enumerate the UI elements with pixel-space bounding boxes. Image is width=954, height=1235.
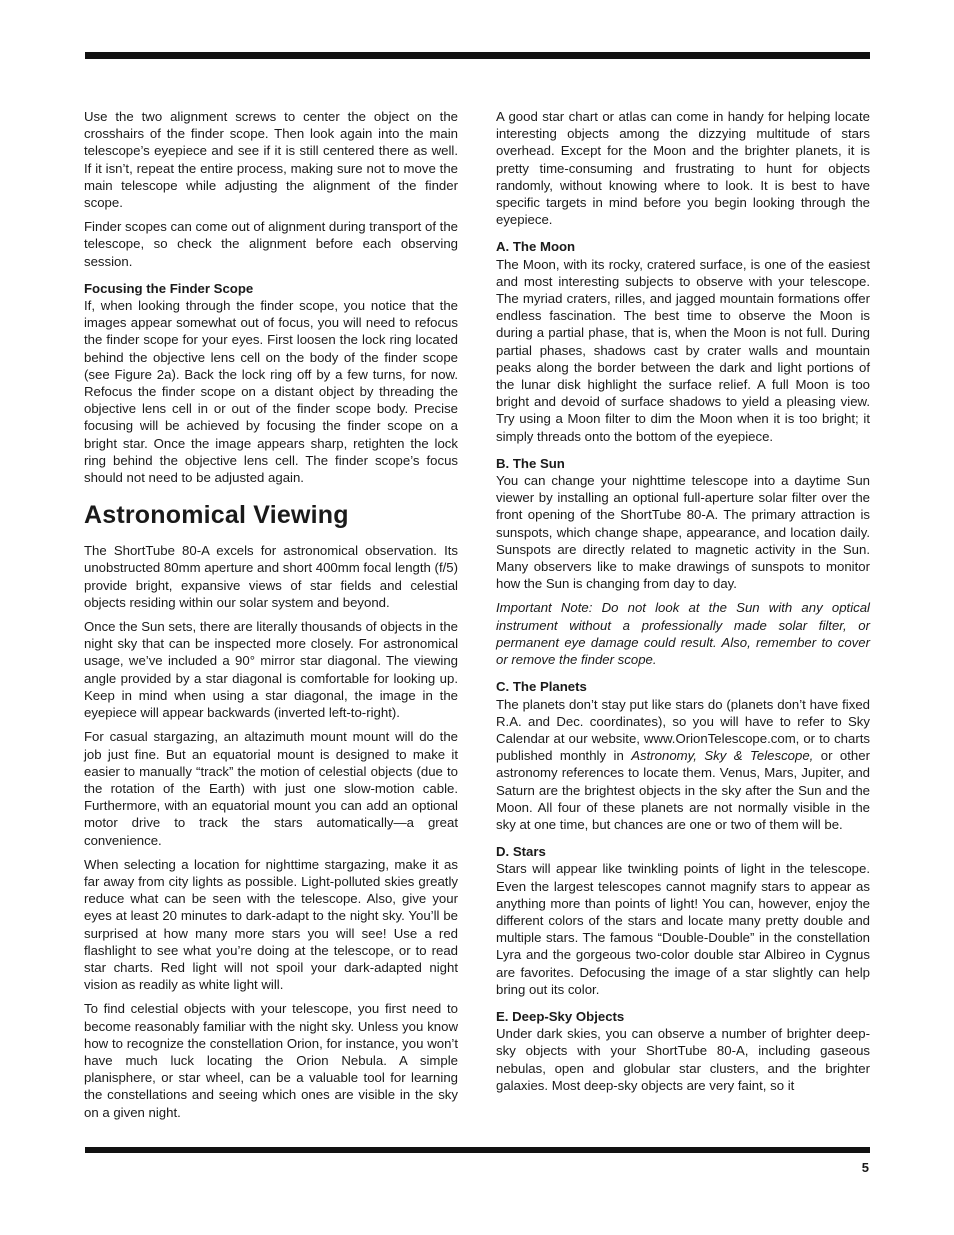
focusing-heading: Focusing the Finder Scope: [84, 280, 254, 296]
paragraph-shorttube: The ShortTube 80-A excels for astronomical observation. Its unobstructed 80mm aperture and short 400mm focal length (f/5) provide bright, expansive views of star fields and celestial objects residing within our solar system and beyond.: [84, 543, 458, 610]
right-column: [496, 108, 870, 1101]
moon-text: The Moon, with its rocky, cratered surface, is one of the easiest and most interesting subjects to observe with your telescope. The myriad craters, rilles, and jagged mountain formations offer endless fascination. The best time to observe the Moon is during a partial phase, that is, when the Moon is not full. During partial phases, shadows cast by crater walls and mountain peaks along the border between the dark and light portions of the lunar disk highlight the surface relief. A full Moon is too bright and devoid of surface shadows to yield a pleasing view. Try using a Moon filter to dim the Moon when it is too bright; it simply threads onto the bottom of the eyepiece.: [496, 256, 870, 444]
stars-heading: D. Stars: [496, 844, 546, 860]
planets-heading: C. The Planets: [496, 679, 587, 695]
focusing-text: If, when looking through the finder scope, you notice that the images appear somewhat out of focus, you will need to refocus the finder scope for your eyes. First loosen the lock ring located behind the objective lens cell on the body of the finder scope (see Figure 2a). Back the lock ring off by a few turns, for now. Refocus the finder scope on a distant object by threading the objective lens cell in or out of the finder scope body. Precise focusing will be achieved by focusing the finder scope on a bright star. Once the image appears sharp, retighten the lock ring behind the objective lens cell. The finder scope’s focus should not need to be adjusted again.: [84, 298, 458, 486]
paragraph-star-chart: A good star chart or atlas can come in handy for helping locate interesting objects among the dizzying multitude of stars overhead. Except for the Moon and the brighter planets, it is pretty time-consuming and frustrating to hunt for objects randomly, without knowing where to look. It is best to have specific targets in mind before you begin looking through the eyepiece.: [496, 109, 870, 228]
moon-section: [496, 238, 870, 444]
left-column: [84, 108, 458, 1128]
planets-section: [496, 678, 870, 833]
planets-magazines: Astronomy, Sky & Telescope,: [631, 748, 814, 764]
sun-text: You can change your nighttime telescope into a daytime Sun viewer by installing an optional full-aperture solar filter over the front opening of the ShortTube 80-A. The primary attraction is sunspots, which change shape, appearance, and location daily. Sunspots are directly related to magnetic activity in the Sun. Many observers like to make drawings of sunspots to monitor how the Sun is changing from day to day.: [496, 473, 870, 592]
paragraph-alignment: Use the two alignment screws to center the object on the crosshairs of the finder scope. Then look again into the main telescope’s eyepiece and see if it is still centered there as well. If it isn’t, repeat the entire process, making sure not to move the main telescope while adjusting the alignment of the finder scope.: [84, 109, 458, 211]
deepsky-section: [496, 1008, 870, 1094]
planets-text-part-a: The planets don’t stay put like stars do (planets don’t have fixed R.A. and Dec. coordinates), so you will have to refer to Sky Calendar at our website, www.OrionTelescope.com, or to charts published monthly in: [496, 696, 870, 764]
sun-section: [496, 455, 870, 668]
section-title: Astronomical Viewing: [84, 501, 349, 530]
focusing-section: [84, 280, 458, 486]
deepsky-text: Under dark skies, you can observe a number of brighter deep-sky objects with your ShortTube 80-A, including gaseous nebulas, open and globular star clusters, and the brighter galaxies. Most deep-sky objects are very faint, so it: [496, 1026, 870, 1093]
paragraph-transport: Finder scopes can come out of alignment during transport of the telescope, so check the alignment before each observing session.: [84, 219, 458, 269]
top-rule: [85, 52, 870, 59]
page-number: 5: [861, 1160, 869, 1175]
sun-heading: B. The Sun: [496, 455, 565, 471]
stars-text: Stars will appear like twinkling points of light in the telescope. Even the largest telescopes cannot magnify stars to appear as anything more than points of light! You can, however, enjoy the different colors of the stars and locate many pretty double and multiple stars. The famous “Double-Double” in the constellation Lyra and the gorgeous two-color double star Albireo in Cygnus are favorites. Defocusing the image of a star slightly can help bring out its color.: [496, 861, 870, 997]
paragraph-find-objects: To find celestial objects with your telescope, you first need to become reasonably familiar with the night sky. Unless you know how to recognize the constellation Orion, for instance, you won’t have much luck locating the Orion Nebula. A simple planisphere, or star wheel, can be a valuable tool for learning the constellations and seeing which ones are visible in the sky on a given night.: [84, 1001, 458, 1120]
paragraph-sunsets: Once the Sun sets, there are literally thousands of objects in the night sky that can be inspected more closely. For astronomical usage, we’ve included a 90° mirror star diagonal. The viewing angle provided by a star diagonal is comfortable for looking up. Keep in mind when using a star diagonal, the image in the eyepiece will appear backwards (inverted left-to-right).: [84, 619, 458, 721]
sun-warning-note: Important Note: Do not look at the Sun with any optical instrument without a professionally made solar filter, or permanent eye damage could result. Also, remember to cover or remove the finder scope.: [496, 600, 870, 668]
paragraph-mount: For casual stargazing, an altazimuth mount mount will do the job just fine. But an equatorial mount is designed to make it easier to manually “track” the motion of celestial objects (due to the rotation of the Earth) with just one slow-motion cable. Furthermore, with an equatorial mount you can add an optional motor drive to track the stars automatically—a great convenience.: [84, 729, 458, 848]
planets-text: [496, 696, 870, 834]
stars-section: [496, 843, 870, 998]
planets-text-part-b: or other astronomy references to locate them. Venus, Mars, Jupiter, and Saturn are the brightest objects in the sky after the Sun and the Moon. All four of these planets are not normally visible in the sky at one time, but chances are one or two of them will be.: [496, 748, 870, 832]
paragraph-location: When selecting a location for nighttime stargazing, make it as far away from city lights as possible. Light-polluted skies greatly reduce what can be seen with the telescope. Also, give your eyes at least 20 minutes to dark-adapt to the night sky. You’ll be surprised at how many more stars you will see! Use a red flashlight to see what you’re doing at the telescope, or to read star charts. Red light will not spoil your dark-adapted night vision as readily as white light will.: [84, 856, 458, 993]
deepsky-heading: E. Deep-Sky Objects: [496, 1008, 625, 1024]
moon-heading: A. The Moon: [496, 239, 576, 255]
bottom-rule: [85, 1147, 870, 1153]
